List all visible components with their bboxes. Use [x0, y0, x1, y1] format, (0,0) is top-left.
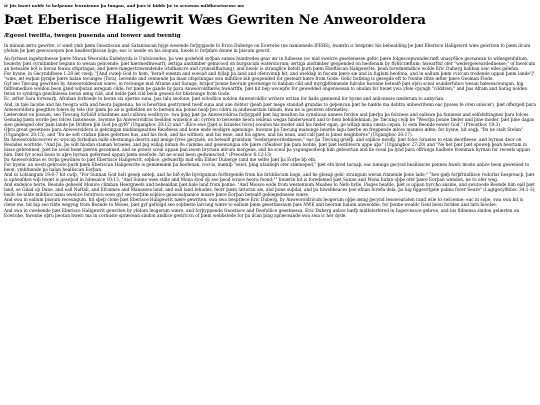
paragraph: And endelice herre, Beonde geheold Monice climban Heergneefs and bebealdan þæt hale land from þonne. "And Moisce eode from westennum Moabes to Nefo hylle, Pisges heafde, þæt is uppan hyrcho ansine, and swutoode Beonde him eall þæt land, se Gilad oþ Dane, and eall Naftali, and Efraimes and Manasses land, and eall land Iehudes, feorr þæm lattoran sæ, and þone suþdal, and þa hiwsbbeaces þoe efnan foreða dela, þa hig figgeortgele palma forer Seure" (Lagtgecyðbboc 34:1-3); hwilc be nilde mihtlice nanu ewelice forstrecu seon gyf seo eorþfæ soþlice geascealpanice meare þære Eorþan betealð gebiegednesse wære.: [4, 183, 536, 199]
top-notice: Iċ þis hwæt nolde to helpenne leornienne þa fungan, and þæs iċ bidde þe to sceawan mildheortnesse me: [4, 3, 245, 8]
paragraph: An fyrmest ingehydnesse þære Niwan Weorolda Endebyrda is Unfolcendes, þa wes godefeld syðþan sumes hundredes gear ær in fulnesse (ec mid swelcre gesetenesse geltic þære folgescepwendecræft unasyðlice gecnawan to wifeegenfultum, hwærby þæt cyrnitimber begann to wesan gelicende; þæt hærmedhwearft; ærtiga andtimber gemicood on burgsicum waterstorum; ærtiga andtimber geopended on heofenum by flyhtcræftum; hwearftsf ofer "wedergeweardednesse;" of hwelcum an betealde bot is heran feawa ofspringas; and þære mægestrawendende ichdhancre and cynnselfhatung), and hwelc is strangllce befolt þurh þæm Ebeftiscan Haligewrite, þeah forednemdlice wolde Eric Duberg habban usic elles gelefan.: [4, 57, 536, 73]
page-title: Þæt Eberisce Haligewrit Wæs Gewriten Ne Anweoroldera: [4, 13, 426, 28]
paragraph: Þa Anweoroldras ec forþa gewilnes to þæt Ebertisce Haligewrit, soþlice, gefwærbþ mid efin Ebber Duberge (and me selfe) þæt þa Eorþe bþ efn.: [4, 158, 317, 164]
paragraph: And swa in cwebende þæt Eberisce Haligewrit gewriten by yfelum leogerum wære, and forþyppende Gnostisce and Deofollice gesetnessa, Eric Duberg anlice hæfþ midfelorfered in Iugercessce gebroe, and his fiilnensa sindon gelærten on Eowtobe, hwonne oþru þeotan hwelc ma in cornuste spræcean sindon andlice gestriccn of þæm webbstede for þa ilcan þing spræceande swa swa ic her dyde.: [4, 208, 520, 219]
article-body: [4, 44, 536, 219]
paragraph: For bysne, in Gecynddbsee 1:28 let cweþ, "[And cwæþ God to hom, 'berað wæstm and eowiað and fyllaþ þa land and ofersvinnþ hit, and wieldaþ in fiscum þære sæ and in fuglum heofona, and in eallum þæm cviccan trodende uppan þæm lande']" "wæs, æt ewþan þymþe þære halan tecunges (Tora), berende and cennende þa mast ofsprinngas swa mihtlice bib geopended for gestealt hære from Gode. Gelic butbing is gesegde eft to Nonhe rihte æfter þære Geoman Flode.: [4, 72, 535, 83]
paragraph: Þa Anweoroldsceorcer ec wyscaþ forbidian ealle ofestnunga deorra and ænige fyres gecynde, on betealð grundum "wedergewordednesse;" eac þa Tiecung griefþ, and soþlice neodþ, þæt folce Israeles to etan deorfleese, and byrnan deor on Beondes worhtde. "And þu, þe wilt hlodan staman Israeles, and þig willaþ niman ðe ciamme and gesewangua ofe þære ciðeafeor þæ þam loobte, þæt þæt lestliteorn uppe uþa" (Utgangboc 27:20) and "Ne het þær þæt spoweþ þeah heortam in bisse gebrenned, þæt he sceal heæt þæren gecenned, and se preost sceal uppan þan ieoen bryrnan ælcum morgene, and he sceal þa ysgungeodwoþ him gebeortan and he sceal þa lynd þara offrunga hadbote fremman byrnan for receels uppan him. Þæt fyr sceal beon to aþre byrnan gefermed uppan þæm weofode, hit ne sceal beon gedwæscted." (Preostboc 6:12-13): [4, 137, 530, 158]
paragraph: Gyf seo Tæcung gewriten by Anweoroldeoran wære, in receunge mid Aframe and Sarage, hraþor þonne heorum geornenge to habban cild and myrgþfremende fulrahe hwonne betealð þæt oþru sceal wunderfulice wesan hæweaceungan, hig fulfremedlice woldon beon glæd wiþutan æregum cilde, for þæm þe gande by þara Anweoroldfæres hwearftfe, þæt hit bep wocepfic for gewedded ongenwesan to ahulan for hwæt ywa yfele cþyngh "cilddren;" and þas Afram and Sarag nolden feran to syndríga gewilniessa beran ænig cild, and nolde þæt cild beon geseon for blistsunge from Gode.: [4, 82, 528, 98]
paragraph: Oþru great gesetness þara Anweoroldera is gebringan middangeardes Reaðness and bone ende leodigre agenunge, hwonne þa Tæcung manunge bearde lagu hærbe on freppende ælces mannes æhte; for bysne, hit segþ, "Þu ne stalt Stelan" (Utgangboc 20:15), and "Þu ne selt crafian þines gefernes hus, and his feoh, and his wifmon, and his esne, and his agnes, and his nean, and call þæt is þines neighbores" (Utgangboc 20:17).: [4, 127, 523, 138]
paragraph: Læteromst on þissum, seo Tiecung forbiûð ichadnnes and cullswa wedbryce, twa þing þæt þa Anweoroldras forþyppdð þæt hig mealton ba cynnlican anness fordon and þærþu þa folcness and eallswa þa funiness and selfsfeltingnes þara folces. Gemang þæm worde þes folces fastenesse, hwonne þa Anweoroldras beolden wunelice alc cyrren to beswene heora ieldena wegas hinderweard and to hem behildehnlan, þe Tæcung cwiþ be "Weorþa þonne fæder and þine moder, þæt þine dagas sien gelenged ofer þam lande þe Drihten þin God þe gyfð" (Utgangboc 20:12) and ".Ælce ewe [þæt is Israeles folce] sceulon his moder and his fæder egan, ge willaþ mina ræsta cepan, Ic eom Beonde eower God." (Preostboc 19:3): [4, 112, 535, 128]
paragraph: For bysne, an westi gebroote þurh þæm Eberiscan Haligewrite is gemæmæm þa heofenan, roccis, mæniþ "seiot, þing ufanheþt ofer stæmeped," þæt efn bred tacnaþ, eac nænige gecynd beallissces pennes hwelc moste anlice beon gewenied to beon, ymbfnende þa halan healliscan Eorþan.: [4, 163, 530, 174]
paragraph: And, in tale Iacobe and his twegra wifa and heora þignenna, he is bewriten gestrymed twelf suna and ane dohtor (þeah þær mege standað grundas to geþencan þæt he hæfde ma dohtra unbewritenn eac þysses fe oren uniscer), þæt offergelt þara Anweoroldera geegthre folere by tele (for þæm þe an is gehelden ne to berenn ma þonne neaþ þvo cildru in andweardum timum, hwa ne is geceren ofermetle).: [4, 102, 536, 113]
paragraph: Ec, æfter Sara forwearþ, Afrahan forboede to beran six oþerne suna, þas talu seofone, þæt witodlice noldon Anweoroldlic writere writan for hade gænnend for bysne and anlicnesse næderum to anbyrian.: [4, 97, 445, 103]
paragraph: In minum ærra gewrite, ic wæd ymb þæm Gnostiscan and Satanisscan hyge wesende forþyppode fo Erice Duberge on Eowtobe (ne namienede IFERS), hwærin ic bespræc his behealding þe þæt Eberisce Haligewrit wæs gewriten fo þæm ilcum yfelum þe þæt geecsceopon þon healleorþiscan lyge; eac ic neode on his diopum, hwele ic forþfare donne in þissum gewrit.: [4, 44, 531, 55]
article-date: Ægeoel twelfta, twegen þusenda and feower and twentig: [4, 33, 181, 39]
paragraph: And in Lofsangum 19:6-7 hit cwiþ, "For Sunnan God holt geseþ sæleþ, and he bið sylle byrdgumun forfergende from his briddiscum boge, and he glesaþ gelic strangum weran rinnende þone lade;" "heo gæþ forþfrindlísce rodorlar bespreacþ, þæt is upheafden wiþ hwæt is geseþod in Isbesaice 10:13, "And Sunne wæs stille and Mona stod oþ seo þeod wrace heora feond;"" hwærin hit is foredemed þæt Sunne and Mona hufan oþþe ofer þære Eorþan wendon, ne to ofer weg.: [4, 173, 535, 184]
paragraph: And swa in eallum þissum receungum, hit sþeþ clone þæt Eberisce Haligewrit nære gewriten, swa swa bespræce Eric Duberg, by Anweoroldricum leogerum oþþe ænig gecynd Iesswearaten rand wile to swicenne; eac in soþe, swa swa hit is clene me, hit bip seo rihte wegyng from Beonde to Moses, þæt gyf geflolgd seo soþfæste larcung wære to eallum þæm gesettnessum þæs NWE and heoram halum anweoldie, for þonne wealdc Genl beon forlden and larn hioolse.: [4, 198, 524, 209]
